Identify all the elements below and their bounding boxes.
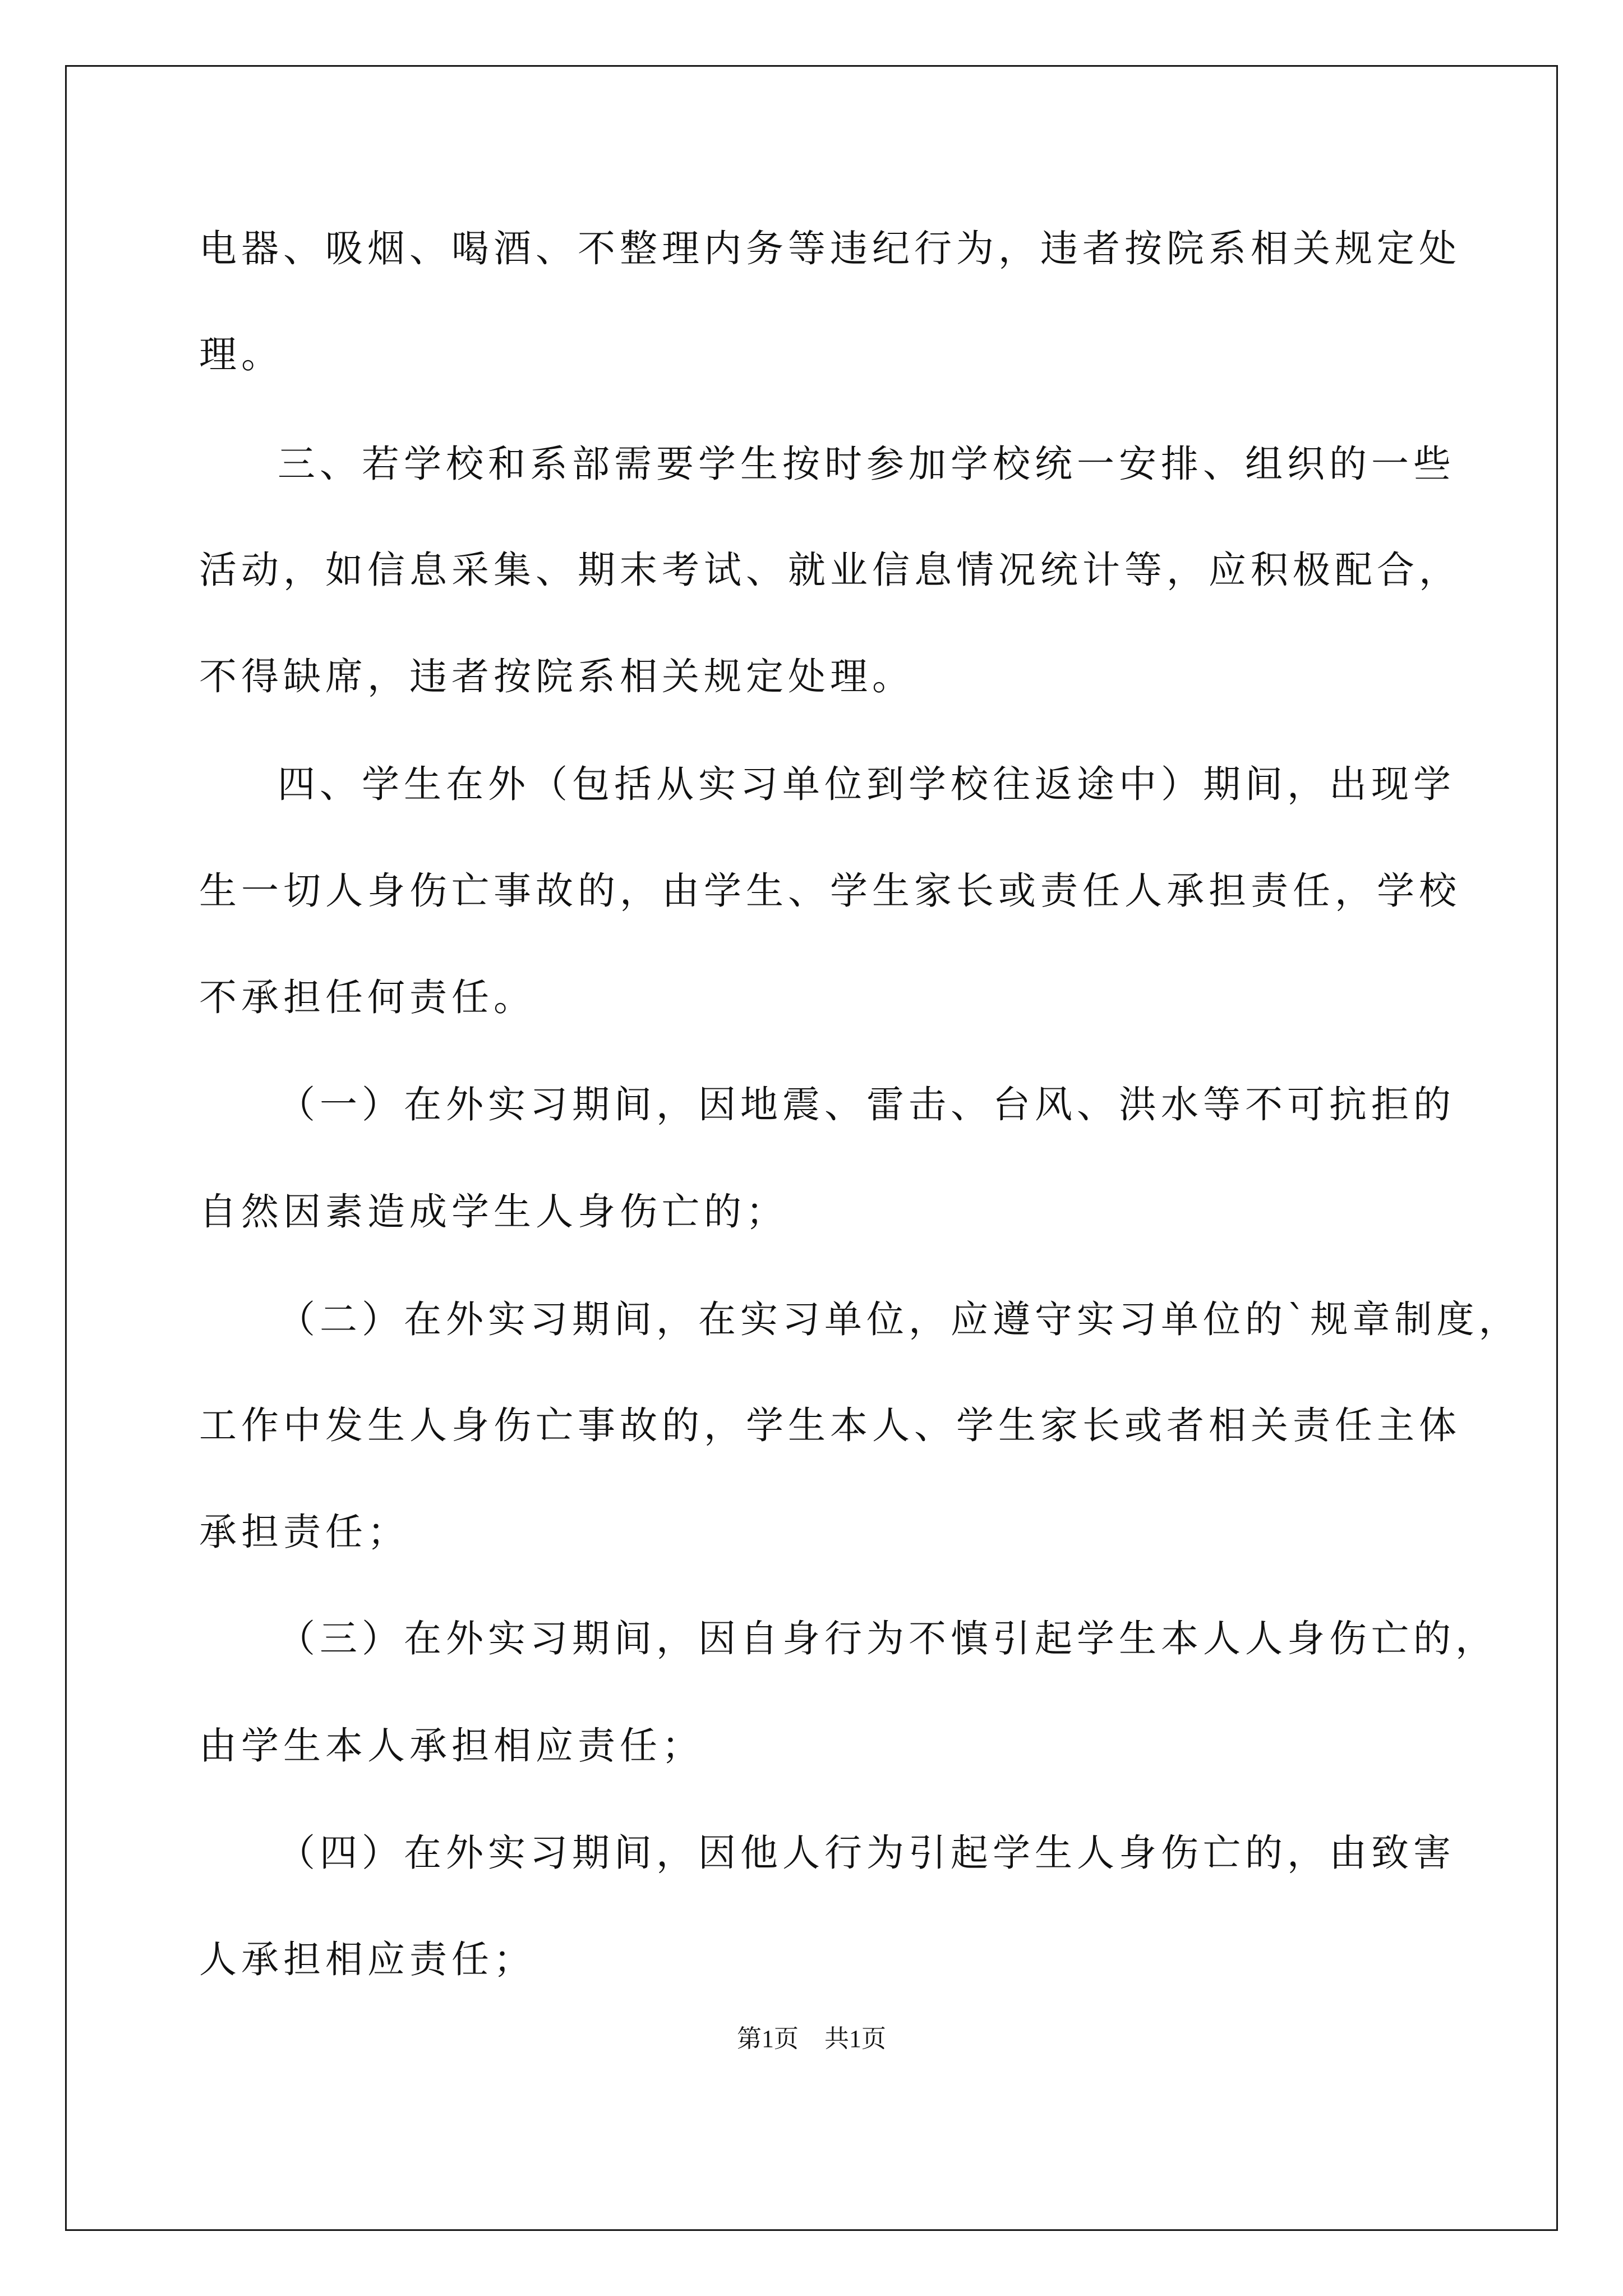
paragraph-start-line: （一）在外实习期间，因地震、雷击、台风、洪水等不可抗拒的 bbox=[278, 1083, 1455, 1126]
body-line: 电器、吸烟、喝酒、不整理内务等违纪行为，违者按院系相关规定处 bbox=[199, 227, 1461, 270]
body-line: 理。 bbox=[199, 333, 283, 376]
body-line: 自然因素造成学生人身伤亡的； bbox=[199, 1190, 788, 1234]
body-line: 由学生本人承担相应责任； bbox=[199, 1724, 704, 1768]
page-number-total: 共1页 bbox=[824, 2025, 886, 2053]
body-line: 工作中发生人身伤亡事故的，学生本人、学生家长或者相关责任主体 bbox=[199, 1404, 1461, 1447]
body-line: 活动，如信息采集、期末考试、就业信息情况统计等，应积极配合， bbox=[199, 548, 1461, 592]
paragraph-start-line: （四）在外实习期间，因他人行为引起学生人身伤亡的，由致害 bbox=[278, 1831, 1455, 1875]
body-line: 不得缺席，违者按院系相关规定处理。 bbox=[199, 655, 914, 698]
page-number-current: 第1页 bbox=[737, 2025, 799, 2053]
paragraph-start-line: （二）在外实习期间，在实习单位，应遵守实习单位的`规章制度， bbox=[278, 1297, 1521, 1341]
page-footer bbox=[0, 2022, 1623, 2056]
paragraph-start-line: 三、若学校和系部需要学生按时参加学校统一安排、组织的一些 bbox=[278, 442, 1455, 486]
body-line: 生一切人身伤亡事故的，由学生、学生家长或责任人承担责任，学校 bbox=[199, 869, 1461, 913]
body-line: 不承担任何责任。 bbox=[199, 976, 536, 1019]
body-line: 承担责任； bbox=[199, 1510, 409, 1554]
paragraph-start-line: （三）在外实习期间，因自身行为不慎引起学生本人人身伤亡的， bbox=[278, 1617, 1497, 1660]
page-border bbox=[65, 65, 1558, 2231]
body-line: 人承担相应责任； bbox=[199, 1938, 536, 1981]
paragraph-start-line: 四、学生在外（包括从实习单位到学校往返途中）期间，出现学 bbox=[278, 762, 1455, 806]
